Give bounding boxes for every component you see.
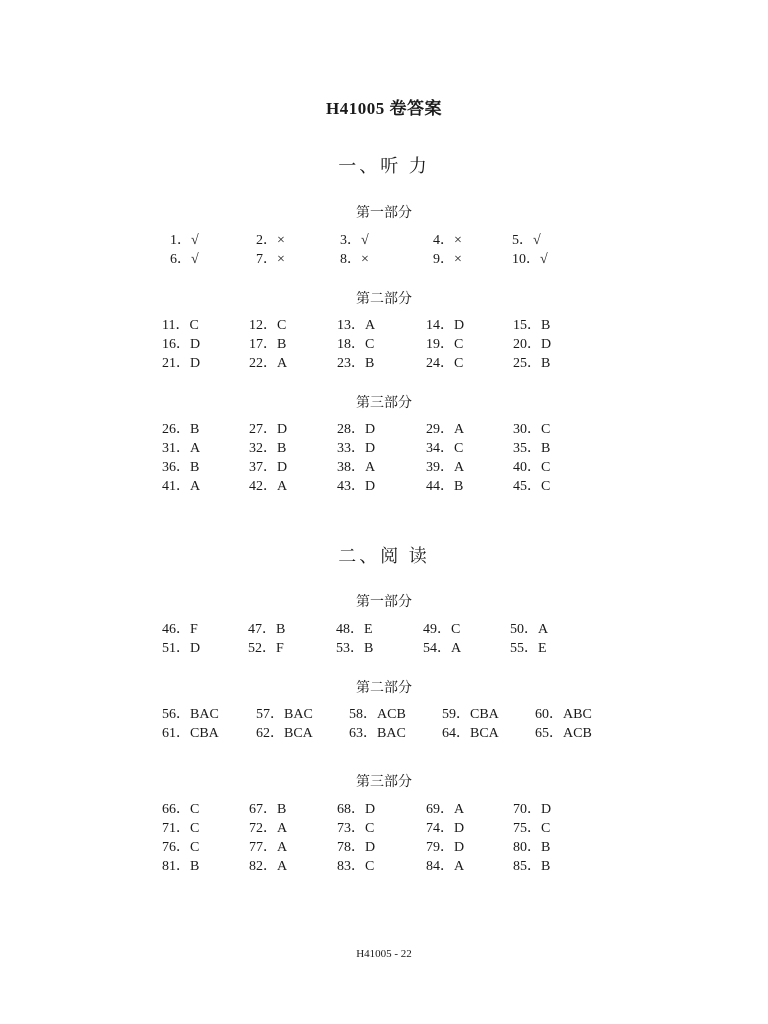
answer-item: 5．√ — [512, 233, 541, 248]
answer-item: 46．F — [162, 622, 198, 637]
answer-item: 79．D — [426, 840, 465, 855]
answer-item: 2．× — [256, 233, 285, 248]
section-title-listening: 一、听 力 — [338, 156, 430, 176]
answer-item: 22．A — [249, 356, 288, 371]
answer-item: 14．D — [426, 318, 465, 333]
answer-item: 38．A — [337, 460, 376, 475]
answer-item: 69．A — [426, 802, 465, 817]
answer-item: 74．D — [426, 821, 465, 836]
answer-item: 60．ABC — [535, 707, 592, 722]
answer-item: 25．B — [513, 356, 551, 371]
answer-item: 21．D — [162, 356, 201, 371]
answer-item: 17．B — [249, 337, 287, 352]
answer-item: 47．B — [248, 622, 286, 637]
answer-item: 10．√ — [512, 252, 548, 267]
answer-item: 76．C — [162, 840, 200, 855]
answer-item: 75．C — [513, 821, 551, 836]
answer-item: 67．B — [249, 802, 287, 817]
answer-item: 9．× — [433, 252, 462, 267]
answer-item: 28．D — [337, 422, 376, 437]
answer-item: 40．C — [513, 460, 551, 475]
document-title: H41005 卷答案 — [326, 99, 442, 118]
answer-item: 63．BAC — [349, 726, 406, 741]
answer-item: 35．B — [513, 441, 551, 456]
answer-item: 48．E — [336, 622, 373, 637]
answer-item: 43．D — [337, 479, 376, 494]
answer-item: 81．B — [162, 859, 200, 874]
part-title-listening-1: 第一部分 — [356, 206, 412, 221]
answer-item: 53．B — [336, 641, 374, 656]
answer-item: 44．B — [426, 479, 464, 494]
part-title-reading-2: 第二部分 — [356, 681, 412, 696]
answer-item: 59．CBA — [442, 707, 499, 722]
answer-item: 24．C — [426, 356, 464, 371]
answer-item: 32．B — [249, 441, 287, 456]
answer-item: 4．× — [433, 233, 462, 248]
answer-item: 45．C — [513, 479, 551, 494]
answer-item: 31．A — [162, 441, 201, 456]
part-title-listening-3: 第三部分 — [356, 396, 412, 411]
answer-item: 68．D — [337, 802, 376, 817]
answer-item: 18．C — [337, 337, 375, 352]
answer-item: 13．A — [337, 318, 376, 333]
answer-item: 55．E — [510, 641, 547, 656]
answer-item: 6．√ — [170, 252, 199, 267]
answer-item: 83．C — [337, 859, 375, 874]
answer-item: 26．B — [162, 422, 200, 437]
answer-item: 1．√ — [170, 233, 199, 248]
part-title-reading-1: 第一部分 — [356, 595, 412, 610]
answer-item: 49．C — [423, 622, 461, 637]
answer-item: 73．C — [337, 821, 375, 836]
answer-item: 64．BCA — [442, 726, 499, 741]
answer-item: 27．D — [249, 422, 288, 437]
answer-item: 66．C — [162, 802, 200, 817]
answer-item: 56．BAC — [162, 707, 219, 722]
answer-item: 58．ACB — [349, 707, 406, 722]
answer-item: 29．A — [426, 422, 465, 437]
answer-item: 62．BCA — [256, 726, 313, 741]
answer-item: 20．D — [513, 337, 552, 352]
answer-item: 85．B — [513, 859, 551, 874]
answer-item: 36．B — [162, 460, 200, 475]
answer-item: 39．A — [426, 460, 465, 475]
answer-item: 12．C — [249, 318, 287, 333]
section-title-reading: 二、阅 读 — [338, 546, 430, 566]
answer-item: 34．C — [426, 441, 464, 456]
answer-item: 50．A — [510, 622, 549, 637]
answer-item: 15．B — [513, 318, 551, 333]
answer-item: 84．A — [426, 859, 465, 874]
answer-item: 71．C — [162, 821, 200, 836]
answer-item: 41．A — [162, 479, 201, 494]
answer-item: 37．D — [249, 460, 288, 475]
answer-item: 61．CBA — [162, 726, 219, 741]
answer-item: 82．A — [249, 859, 288, 874]
answer-item: 19．C — [426, 337, 464, 352]
answer-item: 33．D — [337, 441, 376, 456]
answer-item: 52．F — [248, 641, 284, 656]
answer-item: 16．D — [162, 337, 201, 352]
answer-item: 23．B — [337, 356, 375, 371]
answer-item: 11．C — [162, 318, 199, 333]
answer-item: 70．D — [513, 802, 552, 817]
answer-item: 3．√ — [340, 233, 369, 248]
answer-item: 80．B — [513, 840, 551, 855]
answer-item: 72．A — [249, 821, 288, 836]
answer-item: 51．D — [162, 641, 201, 656]
answer-item: 54．A — [423, 641, 462, 656]
part-title-listening-2: 第二部分 — [356, 292, 412, 307]
answer-item: 57．BAC — [256, 707, 313, 722]
answer-item: 7．× — [256, 252, 285, 267]
answer-item: 78．D — [337, 840, 376, 855]
page-footer: H41005 - 22 — [356, 948, 412, 960]
part-title-reading-3: 第三部分 — [356, 775, 412, 790]
answer-item: 30．C — [513, 422, 551, 437]
answer-item: 65．ACB — [535, 726, 592, 741]
answer-item: 77．A — [249, 840, 288, 855]
answer-item: 42．A — [249, 479, 288, 494]
answer-item: 8．× — [340, 252, 369, 267]
